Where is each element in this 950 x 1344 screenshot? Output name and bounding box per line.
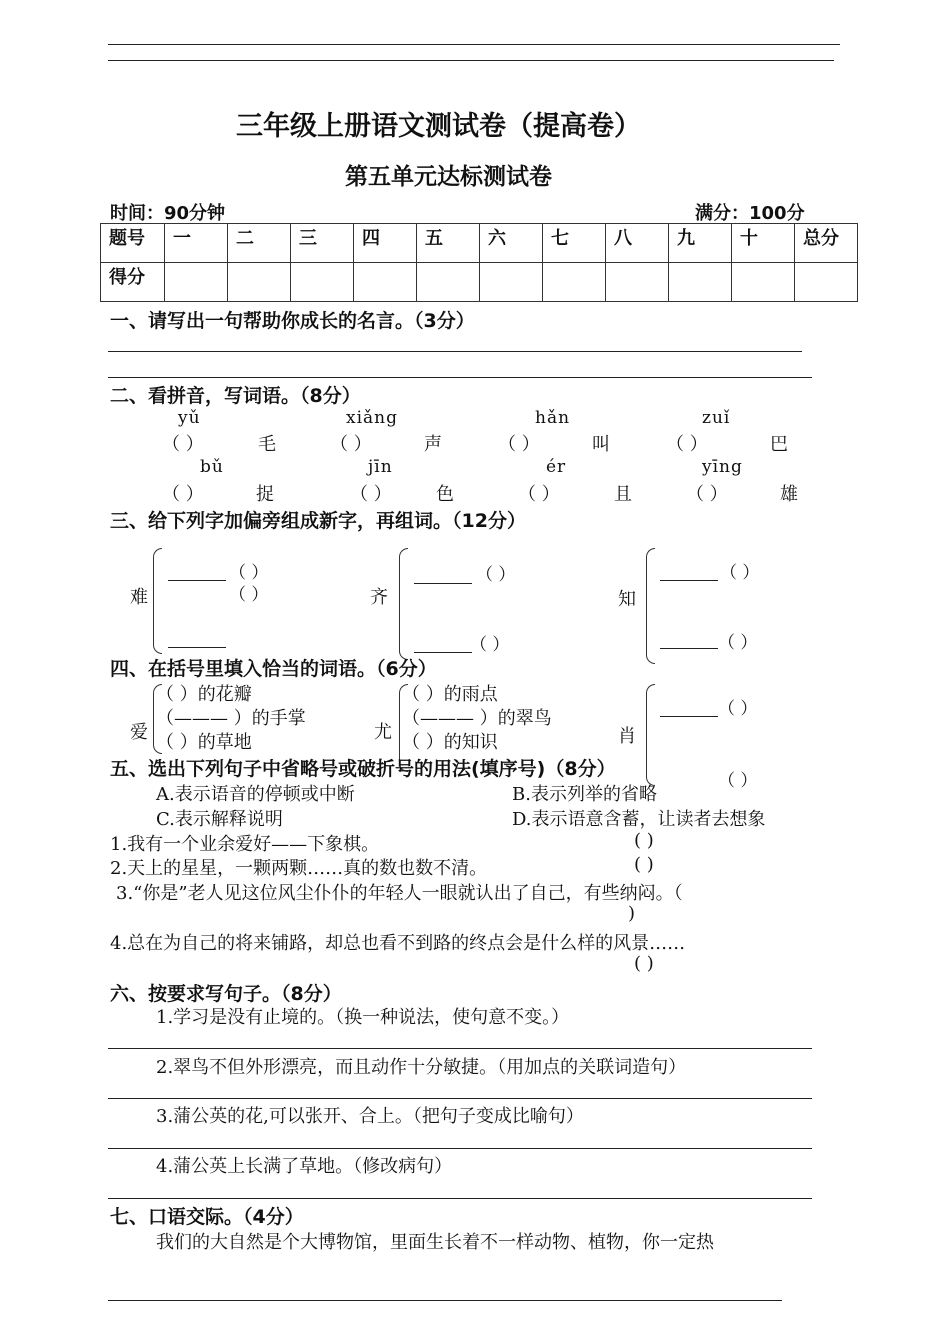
brace <box>646 684 655 786</box>
pinyin: yīng <box>702 457 743 477</box>
table-cell: 题号 <box>101 224 165 263</box>
blank-paren[interactable]: （ ） <box>229 585 269 605</box>
blank-paren[interactable]: （ ） <box>350 484 392 505</box>
task-1: 1.学习是没有止境的。（换一种说法，使句意不变。） <box>156 1007 570 1028</box>
word-char: 声 <box>424 434 442 455</box>
answer-line[interactable] <box>108 1048 812 1049</box>
table-cell: 四 <box>354 224 417 263</box>
pinyin: jīn <box>368 457 393 477</box>
section-2-heading: 二、看拼音，写词语。（8分） <box>110 385 361 407</box>
section-7-text: 我们的大自然是个大博物馆，里面生长着不一样动物、植物，你一定热 <box>156 1232 714 1253</box>
answer-line[interactable] <box>108 1148 812 1149</box>
pinyin: ér <box>546 457 567 477</box>
score-cell[interactable] <box>417 263 480 302</box>
score-table-header-row <box>101 224 858 263</box>
page-subtitle: 第五单元达标测试卷 <box>345 164 552 190</box>
section-5-heading: 五、选出下列句子中省略号或破折号的用法(填序号)（8分） <box>110 758 616 780</box>
base-char: 爱 <box>130 722 148 743</box>
task-3: 3.蒲公英的花,可以张开、合上。（把句子变成比喻句） <box>156 1106 584 1127</box>
pinyin: bǔ <box>200 457 224 477</box>
fill-phrase[interactable]: （ ）的草地 <box>156 732 252 753</box>
blank-paren[interactable]: （ ） <box>162 434 204 455</box>
pinyin: hǎn <box>535 408 571 428</box>
fill-phrase[interactable]: （——— ）的手掌 <box>156 708 306 729</box>
answer-line[interactable] <box>660 716 718 717</box>
word-char: 巴 <box>770 434 788 455</box>
score-cell[interactable] <box>354 263 417 302</box>
blank-paren[interactable]: （ ） <box>498 434 540 455</box>
question-3: 3.“你是”老人见这位风尘仆仆的年轻人一眼就认出了自己，有些纳闷。（ <box>116 883 683 904</box>
base-char: 尤 <box>374 722 392 743</box>
pinyin: zuǐ <box>702 408 731 428</box>
score-cell[interactable] <box>228 263 291 302</box>
blank-paren[interactable]: （ ） <box>686 484 728 505</box>
fill-phrase[interactable]: （ ）的花瓣 <box>156 684 252 705</box>
table-cell: 五 <box>417 224 480 263</box>
pinyin: yǔ <box>178 408 201 428</box>
answer-line[interactable] <box>108 1098 812 1099</box>
base-char: 难 <box>130 587 148 608</box>
answer-line[interactable] <box>414 652 472 653</box>
table-cell: 一 <box>165 224 228 263</box>
score-cell[interactable] <box>480 263 543 302</box>
question-2: 2.天上的星星，一颗两颗……真的数也数不清。 <box>110 858 488 879</box>
table-cell: 九 <box>669 224 732 263</box>
table-cell: 六 <box>480 224 543 263</box>
section-3-heading: 三、给下列字加偏旁组成新字，再组词。（12分） <box>110 510 526 532</box>
answer-line[interactable] <box>168 580 226 581</box>
word-char: 毛 <box>258 434 276 455</box>
blank-paren[interactable]: （ ） <box>718 633 758 653</box>
brace <box>399 548 408 660</box>
answer-line[interactable] <box>108 377 812 378</box>
section-4-heading: 四、在括号里填入恰当的词语。（6分） <box>110 658 437 680</box>
option-b: B.表示列举的省略 <box>512 784 657 805</box>
task-4: 4.蒲公英上长满了草地。（修改病句） <box>156 1156 453 1177</box>
option-d: D.表示语意含蓄，让读者去想象 <box>512 809 766 830</box>
option-c: C.表示解释说明 <box>156 809 283 830</box>
answer-paren[interactable]: ( ) <box>634 830 654 851</box>
fill-phrase[interactable]: （ ）的知识 <box>402 732 498 753</box>
table-cell: 十 <box>732 224 795 263</box>
table-cell: 七 <box>543 224 606 263</box>
blank-paren[interactable]: （ ） <box>330 434 372 455</box>
answer-line[interactable] <box>660 580 718 581</box>
blank-paren[interactable]: （ ） <box>718 771 758 791</box>
score-table <box>100 223 858 302</box>
table-cell: 总分 <box>795 224 858 263</box>
word-char: 雄 <box>780 484 798 505</box>
section-1-heading: 一、请写出一句帮助你成长的名言。（3分） <box>110 310 475 332</box>
section-7-heading: 七、口语交际。（4分） <box>110 1206 304 1228</box>
score-cell[interactable] <box>795 263 858 302</box>
question-4: 4.总在为自己的将来铺路，却总也看不到路的终点会是什么样的风景…… <box>110 933 686 954</box>
answer-line[interactable] <box>108 351 802 352</box>
score-cell[interactable] <box>606 263 669 302</box>
base-char: 肖 <box>618 726 636 747</box>
word-char: 捉 <box>256 484 274 505</box>
fill-phrase[interactable]: （——— ）的翠鸟 <box>402 708 552 729</box>
word-char: 且 <box>614 484 632 505</box>
brace <box>153 548 162 654</box>
table-cell: 二 <box>228 224 291 263</box>
answer-paren[interactable]: ( ) <box>634 854 654 875</box>
table-cell: 三 <box>291 224 354 263</box>
blank-paren[interactable]: （ ） <box>162 484 204 505</box>
answer-line[interactable] <box>660 648 718 649</box>
brace <box>646 548 655 664</box>
blank-paren[interactable]: （ ） <box>718 699 758 719</box>
blank-paren[interactable]: （ ） <box>476 565 516 585</box>
section-6-heading: 六、按要求写句子。（8分） <box>110 983 342 1005</box>
option-a: A.表示语音的停顿或中断 <box>156 784 355 805</box>
bottom-rule <box>108 1300 782 1301</box>
answer-line[interactable] <box>414 583 472 584</box>
question-1: 1.我有一个业余爱好——下象棋。 <box>110 834 380 855</box>
table-cell: 八 <box>606 224 669 263</box>
exam-time: 时间：90分钟 <box>110 203 226 224</box>
score-cell[interactable] <box>165 263 228 302</box>
top-rule-2 <box>108 60 834 61</box>
table-cell: 得分 <box>101 263 165 302</box>
answer-line[interactable] <box>168 647 226 648</box>
score-cell[interactable] <box>732 263 795 302</box>
blank-paren[interactable]: （ ） <box>720 563 760 583</box>
score-cell[interactable] <box>543 263 606 302</box>
answer-line[interactable] <box>108 1198 812 1199</box>
word-char: 色 <box>436 484 454 505</box>
fill-phrase[interactable]: （ ）的雨点 <box>402 684 498 705</box>
base-char: 知 <box>618 589 636 610</box>
full-score: 满分：100分 <box>695 203 805 224</box>
answer-paren-close[interactable]: ) <box>628 903 636 924</box>
pinyin: xiǎng <box>346 408 398 428</box>
top-rule-1 <box>108 44 840 45</box>
score-cell[interactable] <box>669 263 732 302</box>
blank-paren[interactable]: （ ） <box>666 434 708 455</box>
base-char: 齐 <box>370 587 388 608</box>
score-cell[interactable] <box>291 263 354 302</box>
blank-paren[interactable]: （ ） <box>470 635 510 655</box>
task-2: 2.翠鸟不但外形漂亮，而且动作十分敏捷。（用加点的关联词造句） <box>156 1057 687 1078</box>
blank-paren[interactable]: （ ） <box>229 563 269 583</box>
word-char: 叫 <box>592 434 610 455</box>
answer-paren[interactable]: ( ) <box>634 953 654 974</box>
score-table-score-row <box>101 263 858 302</box>
page-title: 三年级上册语文测试卷（提高卷） <box>236 111 641 142</box>
blank-paren[interactable]: （ ） <box>518 484 560 505</box>
